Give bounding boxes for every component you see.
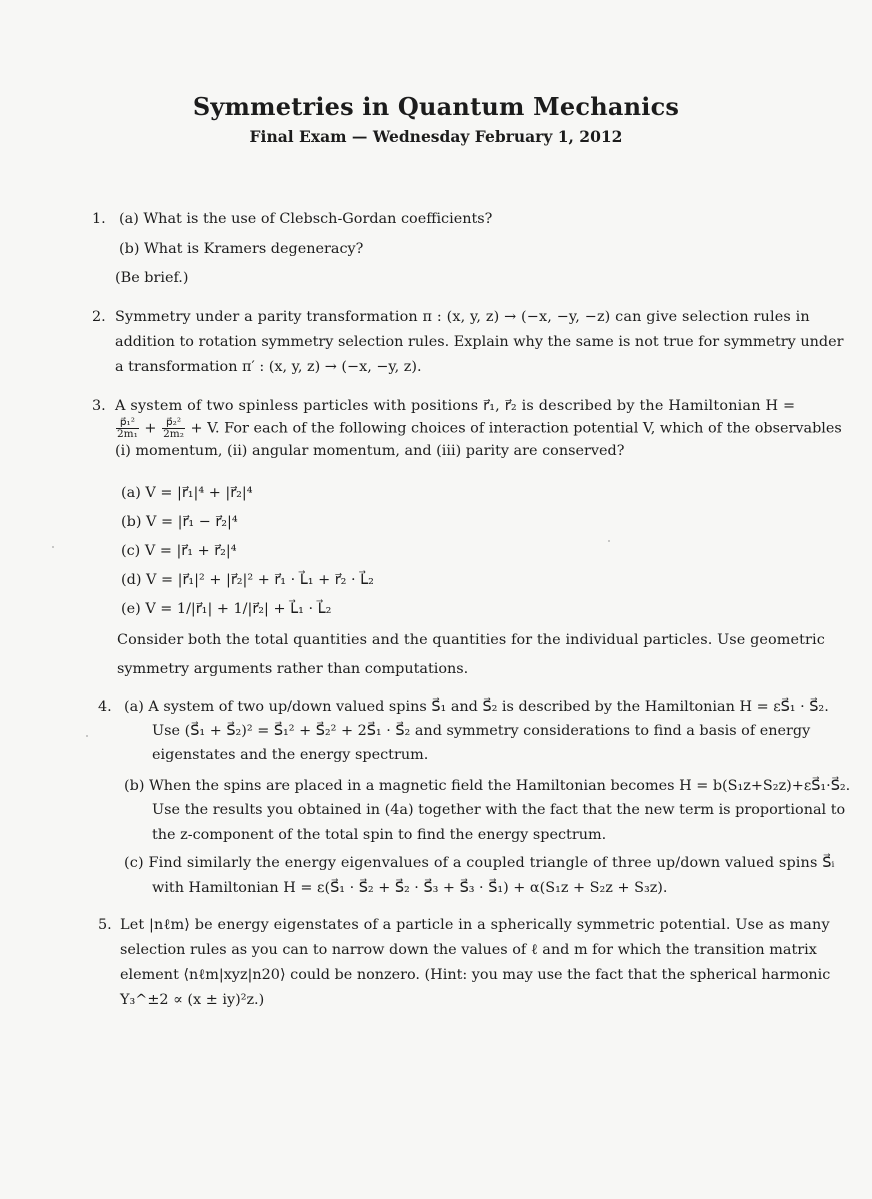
kinetic-term-1 [116, 417, 139, 440]
q5-number: 5. [98, 917, 112, 933]
q5-line-2: selection rules as you can to narrow down the values of ℓ and m for which the transition matrix [120, 942, 817, 958]
scan-speck [52, 546, 54, 548]
q4-a-line-3: eigenstates and the energy spectrum. [152, 747, 429, 763]
frac1-numerator: p⃗₁² [116, 417, 139, 429]
exam-subtitle: Final Exam — Wednesday February 1, 2012 [249, 127, 623, 146]
kinetic-term-2 [162, 417, 185, 440]
q4-a-line-1: (a) A system of two up/down valued spins S⃗₁ and S⃗₂ is described by the Hamiltonian H = εS⃗₁ · S⃗₂. [124, 699, 829, 715]
q3-option-b: (b) V = |r⃗₁ − r⃗₂|⁴ [121, 514, 238, 530]
q3-option-a: (a) V = |r⃗₁|⁴ + |r⃗₂|⁴ [121, 485, 253, 501]
q4-b-line-1: (b) When the spins are placed in a magnetic field the Hamiltonian becomes H = b(S₁z+S₂z)+εS⃗₁·S⃗₂. [124, 778, 851, 794]
q3-option-e: (e) V = 1/|r⃗₁| + 1/|r⃗₂| + L⃗₁ · L⃗₂ [121, 601, 332, 617]
frac2-denominator: 2m₂ [163, 428, 184, 440]
scan-speck [86, 735, 88, 737]
q3-note-2: symmetry arguments rather than computations. [117, 661, 469, 677]
q5-line-1: Let |nℓm⟩ be energy eigenstates of a particle in a spherically symmetric potential. Use as many [120, 917, 830, 933]
q4-b-line-2: Use the results you obtained in (4a) together with the fact that the new term is proportional to [152, 802, 846, 818]
frac2-numerator: p⃗₂² [162, 417, 185, 429]
q3-option-c: (c) V = |r⃗₁ + r⃗₂|⁴ [121, 543, 237, 559]
q3-line-3: (i) momentum, (ii) angular momentum, and (iii) parity are conserved? [115, 443, 625, 459]
q2-line-2: addition to rotation symmetry selection rules. Explain why the same is not true for symmetry under [115, 334, 844, 350]
q2-line-1: Symmetry under a parity transformation π : (x, y, z) → (−x, −y, −z) can give selection rules in [115, 309, 810, 325]
q1-part-a: (a) What is the use of Clebsch-Gordan coefficients? [119, 211, 493, 227]
q5-line-3: element ⟨nℓm|xyz|n20⟩ could be nonzero. (Hint: you may use the fact that the spherical harmonic [120, 967, 831, 983]
q4-b-line-3: the z-component of the total spin to find the energy spectrum. [152, 827, 607, 843]
q3-number: 3. [92, 398, 106, 414]
q1-number: 1. [92, 211, 106, 227]
q3-line-2: $\frac{\text{p⃗₁²}}{\text{2m₁}}$ + $\frac{\text{p⃗₂²}}{\text{2m₂}}$ + V. For each of the following choices of interaction potential V, which of the observables [117, 416, 842, 440]
q5-line-4: Y₃^±2 ∝ (x ± iy)²z.) [120, 992, 265, 1008]
q1-part-b: (b) What is Kramers degeneracy? [119, 241, 364, 257]
q3-line-2-text: + V. For each of the following choices of interaction potential V, which of the observables [190, 420, 842, 437]
q3-line-1: A system of two spinless particles with positions r⃗₁, r⃗₂ is described by the Hamiltonian H = [115, 398, 796, 414]
q1-note: (Be brief.) [115, 270, 189, 286]
q2-line-3: a transformation π′ : (x, y, z) → (−x, −y, z). [115, 359, 422, 375]
q3-note-1: Consider both the total quantities and the quantities for the individual particles. Use geometric [117, 632, 825, 648]
q4-c-line-2: with Hamiltonian H = ε(S⃗₁ · S⃗₂ + S⃗₂ · S⃗₃ + S⃗₃ · S⃗₁) + α(S₁z + S₂z + S₃z). [152, 880, 668, 896]
q3-option-d: (d) V = |r⃗₁|² + |r⃗₂|² + r⃗₁ · L⃗₁ + r⃗₂ · L⃗₂ [121, 572, 374, 588]
exam-title: Symmetries in Quantum Mechanics [192, 92, 680, 121]
q4-a-line-2: Use (S⃗₁ + S⃗₂)² = S⃗₁² + S⃗₂² + 2S⃗₁ · S⃗₂ and symmetry considerations to find a basis of energy [152, 723, 811, 739]
q2-number: 2. [92, 309, 106, 325]
q4-number: 4. [98, 699, 112, 715]
frac1-denominator: 2m₁ [117, 428, 138, 440]
scan-speck [608, 540, 610, 542]
q4-c-line-1: (c) Find similarly the energy eigenvalues of a coupled triangle of three up/down valued spins S⃗ᵢ [124, 855, 835, 871]
